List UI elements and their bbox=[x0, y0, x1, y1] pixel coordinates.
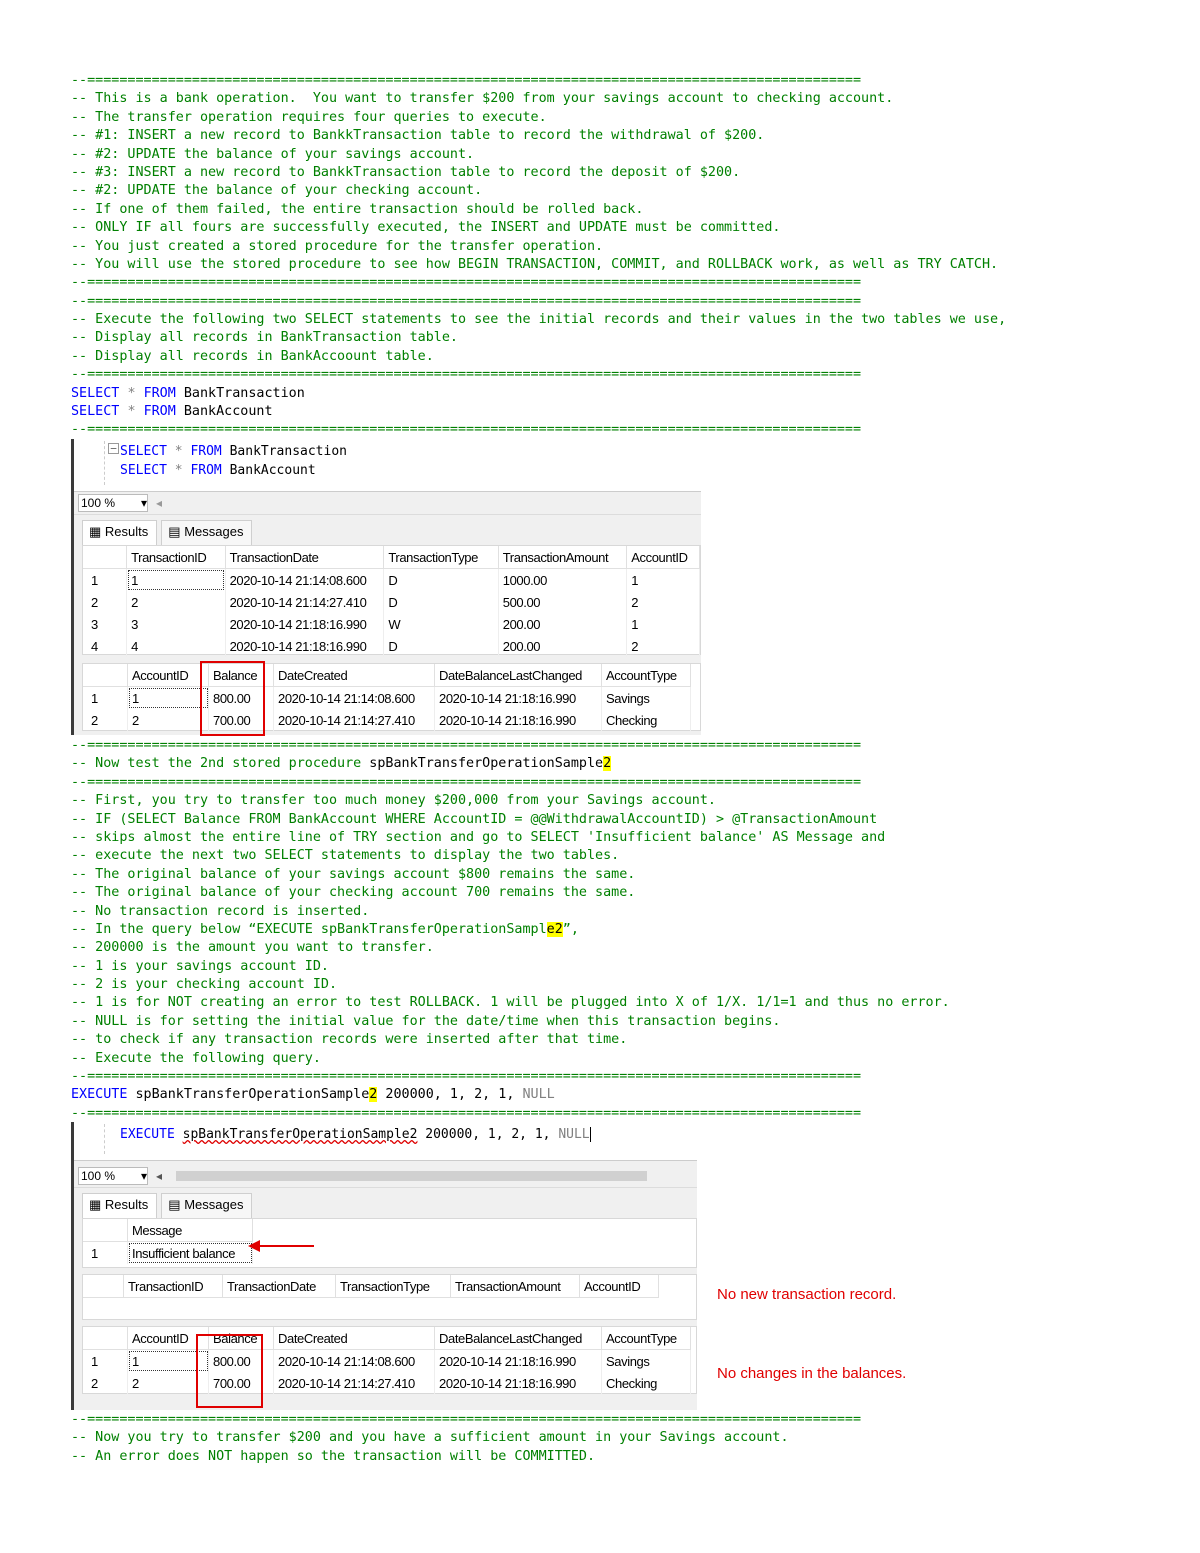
comment-line: -- You just created a stored procedure for the transfer operation. bbox=[71, 238, 604, 254]
comment-line: -- ONLY IF all fours are successfully executed, the INSERT and UPDATE must be committed. bbox=[71, 220, 781, 236]
table-row[interactable]: 2 2 700.00 2020-10-14 21:14:27.410 2020-10-14 21:18:16.990 Checking bbox=[83, 1372, 691, 1394]
editor-line: − SELECT * FROM BankTransaction bbox=[74, 439, 701, 461]
column-header[interactable]: AccountID bbox=[580, 1275, 659, 1298]
separator-line: --================================================================================================ bbox=[71, 73, 862, 88]
balance-highlight-box bbox=[196, 1334, 263, 1408]
comment-line: -- #3: INSERT a new record to BankkTransaction table to record the deposit of $200. bbox=[71, 164, 741, 180]
column-header[interactable]: Balance bbox=[209, 664, 274, 687]
separator-line: --================================================================================================ bbox=[71, 275, 862, 291]
editor-line: SELECT * FROM BankAccount bbox=[120, 463, 316, 478]
column-header[interactable]: Balance bbox=[209, 1327, 274, 1350]
column-header[interactable]: TransactionDate bbox=[223, 1275, 336, 1298]
tab-messages[interactable]: ▤ Messages bbox=[161, 520, 252, 545]
comment-line: -- IF (SELECT Balance FROM BankAccount WHERE AccountID = @@WithdrawalAccountID) > @TransactionAmount bbox=[71, 811, 878, 827]
messages-icon: ▤ bbox=[168, 1197, 181, 1212]
table-row[interactable]: 2 2 700.00 2020-10-14 21:14:27.410 2020-10-14 21:18:16.990 Checking bbox=[83, 709, 691, 731]
separator-line: --================================================================================================ bbox=[71, 774, 862, 790]
column-header[interactable]: AccountID bbox=[128, 664, 209, 687]
comment-line: -- The original balance of your checking account 700 remains the same. bbox=[71, 885, 636, 901]
select-query-line: SELECT * FROM BankAccount bbox=[71, 404, 273, 420]
comment-line: -- 200000 is the amount you want to transfer. bbox=[71, 940, 434, 956]
comment-line: -- #2: UPDATE the balance of your checking account. bbox=[71, 183, 483, 199]
table-header-row bbox=[83, 1327, 691, 1350]
separator-line: --================================================================================================ bbox=[71, 738, 862, 753]
horizontal-scrollbar[interactable] bbox=[176, 1171, 647, 1181]
column-header[interactable]: AccountID bbox=[627, 546, 700, 569]
account-table bbox=[83, 664, 691, 731]
comment-line: -- Display all records in BankAccoount table. bbox=[71, 348, 434, 364]
comment-line: -- 1 is your savings account ID. bbox=[71, 958, 329, 974]
tab-messages[interactable]: ▤ Messages bbox=[161, 1193, 252, 1218]
column-header[interactable]: TransactionID bbox=[124, 1275, 223, 1298]
table-header-row bbox=[83, 1219, 253, 1242]
comment-line: -- In the query below “EXECUTE spBankTransferOperationSample2”, bbox=[71, 921, 579, 937]
comment-line: -- to check if any transaction records were inserted after that time. bbox=[71, 1032, 628, 1048]
grid-icon: ▦ bbox=[89, 524, 102, 539]
zoom-select[interactable]: 100 % ▾ bbox=[78, 494, 148, 512]
comment-line: -- Display all records in BankTransaction table. bbox=[71, 330, 458, 346]
account-grid bbox=[82, 1326, 697, 1394]
scroll-left-icon[interactable]: ◂ bbox=[156, 1169, 163, 1183]
table-row[interactable]: 2 2 2020-10-14 21:14:27.410 D 500.00 2 bbox=[83, 591, 700, 613]
column-header[interactable]: AccountType bbox=[602, 1327, 691, 1350]
select-query-line: SELECT * FROM BankTransaction bbox=[71, 385, 305, 401]
column-header[interactable]: DateCreated bbox=[274, 664, 435, 687]
separator-line: --================================================================================================ bbox=[71, 293, 862, 309]
editor-line: EXECUTE spBankTransferOperationSample2 200000, 1, 2, 1, NULL bbox=[120, 1127, 590, 1142]
column-header[interactable]: DateBalanceLastChanged bbox=[435, 1327, 602, 1350]
table-row[interactable]: 3 3 2020-10-14 21:18:16.990 W 200.00 1 bbox=[83, 613, 700, 635]
comment-line: -- #1: INSERT a new record to BankkTransaction table to record the withdrawal of $200. bbox=[71, 128, 765, 144]
comment-line: -- NULL is for setting the initial value for the date/time when this transaction begins. bbox=[71, 1013, 781, 1029]
separator-line: --================================================================================================ bbox=[71, 422, 862, 438]
table-row[interactable]: 1 1 800.00 2020-10-14 21:14:08.600 2020-10-14 21:18:16.990 Savings bbox=[83, 687, 691, 710]
column-header[interactable]: TransactionID bbox=[127, 546, 225, 569]
chevron-down-icon: ▾ bbox=[140, 496, 147, 510]
message-table bbox=[83, 1219, 253, 1264]
table-row[interactable]: 1 Insufficient balance bbox=[83, 1242, 253, 1265]
annotation-no-new-record: No new transaction record. bbox=[717, 1286, 897, 1303]
comment-line: -- #2: UPDATE the balance of your savings account. bbox=[71, 146, 475, 162]
comment-line: -- If one of them failed, the entire transaction should be rolled back. bbox=[71, 201, 644, 217]
comment-line: -- You will use the stored procedure to see how BEGIN TRANSACTION, COMMIT, and ROLLBACK work, as well as TRY CATCH. bbox=[71, 256, 999, 272]
message-cell[interactable]: Insufficient balance bbox=[128, 1242, 253, 1265]
tab-results[interactable]: ▦ Results bbox=[82, 520, 157, 545]
table-row[interactable]: 1 1 800.00 2020-10-14 21:14:08.600 2020-10-14 21:18:16.990 Savings bbox=[83, 1350, 691, 1373]
comment-line: -- No transaction record is inserted. bbox=[71, 903, 370, 919]
ssms-screenshot-1 bbox=[71, 439, 701, 735]
comment-line: -- Now test the 2nd stored procedure spBankTransferOperationSample2 bbox=[71, 756, 612, 772]
separator-line: --================================================================================================ bbox=[71, 1412, 862, 1427]
comment-line: -- execute the next two SELECT statements to display the two tables. bbox=[71, 848, 620, 864]
column-header[interactable]: DateCreated bbox=[274, 1327, 435, 1350]
zoom-bar bbox=[74, 1165, 697, 1188]
tab-results[interactable]: ▦ Results bbox=[82, 1193, 157, 1218]
comment-line: -- Execute the following two SELECT statements to see the initial records and their values in the two tables we use, bbox=[71, 312, 1007, 328]
separator-line: --================================================================================================ bbox=[71, 367, 862, 383]
comment-line: -- 2 is your checking account ID. bbox=[71, 977, 338, 993]
query-editor bbox=[74, 1122, 697, 1161]
execute-statement-line: EXECUTE spBankTransferOperationSample2 200000, 1, 2, 1, NULL bbox=[71, 1087, 555, 1103]
test-section bbox=[71, 737, 1171, 1123]
column-header[interactable]: AccountID bbox=[128, 1327, 209, 1350]
column-header[interactable]: AccountType bbox=[602, 664, 691, 687]
chevron-down-icon: ▾ bbox=[140, 1169, 147, 1183]
scroll-left-icon[interactable]: ◂ bbox=[156, 496, 163, 510]
account-table bbox=[83, 1327, 691, 1394]
comment-line: -- This is a bank operation. You want to transfer $200 from your savings account to checking account. bbox=[71, 91, 894, 107]
results-tabs bbox=[74, 515, 701, 545]
column-header[interactable]: TransactionDate bbox=[225, 546, 384, 569]
comment-line: -- The original balance of your savings account $800 remains the same. bbox=[71, 866, 636, 882]
ssms-screenshot-2 bbox=[71, 1122, 697, 1410]
comment-line: -- skips almost the entire line of TRY section and go to SELECT 'Insufficient balance' AS Message and bbox=[71, 829, 886, 845]
query-editor bbox=[74, 439, 701, 492]
separator-line: --================================================================================================ bbox=[71, 1105, 862, 1121]
zoom-bar bbox=[74, 492, 701, 515]
column-header[interactable]: DateBalanceLastChanged bbox=[435, 664, 602, 687]
comment-line: -- Execute the following query. bbox=[71, 1050, 321, 1066]
account-grid bbox=[82, 663, 701, 731]
column-header[interactable]: TransactionType bbox=[384, 546, 498, 569]
comment-line: -- First, you try to transfer too much money $200,000 from your Savings account. bbox=[71, 793, 716, 809]
red-arrow-icon bbox=[246, 1236, 316, 1256]
transaction-table bbox=[83, 1275, 659, 1298]
column-header[interactable]: TransactionAmount bbox=[498, 546, 626, 569]
zoom-select[interactable]: 100 % ▾ bbox=[78, 1167, 148, 1185]
table-header-row bbox=[83, 546, 700, 569]
transaction-table bbox=[83, 546, 700, 657]
messages-icon: ▤ bbox=[168, 524, 181, 539]
table-header-row bbox=[83, 1275, 659, 1298]
table-row[interactable]: 1 1 2020-10-14 21:14:08.600 D 1000.00 1 bbox=[83, 569, 700, 592]
grid-icon: ▦ bbox=[89, 1197, 102, 1212]
table-header-row bbox=[83, 664, 691, 687]
balance-highlight-box bbox=[200, 661, 265, 736]
column-header[interactable]: Message bbox=[128, 1219, 253, 1242]
comment-line: -- The transfer operation requires four queries to execute. bbox=[71, 109, 547, 125]
table-row[interactable]: 4 4 2020-10-14 21:18:16.990 D 200.00 2 bbox=[83, 635, 700, 657]
final-section bbox=[71, 1411, 1171, 1466]
comment-line: -- 1 is for NOT creating an error to test ROLLBACK. 1 will be plugged into X of 1/X. 1/1=1 and thus no error. bbox=[71, 995, 950, 1011]
column-header[interactable]: TransactionType bbox=[336, 1275, 451, 1298]
column-header[interactable]: TransactionAmount bbox=[451, 1275, 580, 1298]
annotation-no-changes: No changes in the balances. bbox=[717, 1365, 907, 1382]
intro-section bbox=[71, 72, 1171, 440]
comment-line: -- Now you try to transfer $200 and you have a sufficient amount in your Savings account. bbox=[71, 1430, 789, 1446]
transaction-grid bbox=[82, 1274, 697, 1320]
separator-line: --================================================================================================ bbox=[71, 1069, 862, 1085]
comment-line: -- An error does NOT happen so the transaction will be COMMITTED. bbox=[71, 1448, 596, 1464]
results-tabs bbox=[74, 1188, 697, 1218]
message-grid bbox=[82, 1218, 697, 1268]
transaction-grid bbox=[82, 545, 701, 655]
